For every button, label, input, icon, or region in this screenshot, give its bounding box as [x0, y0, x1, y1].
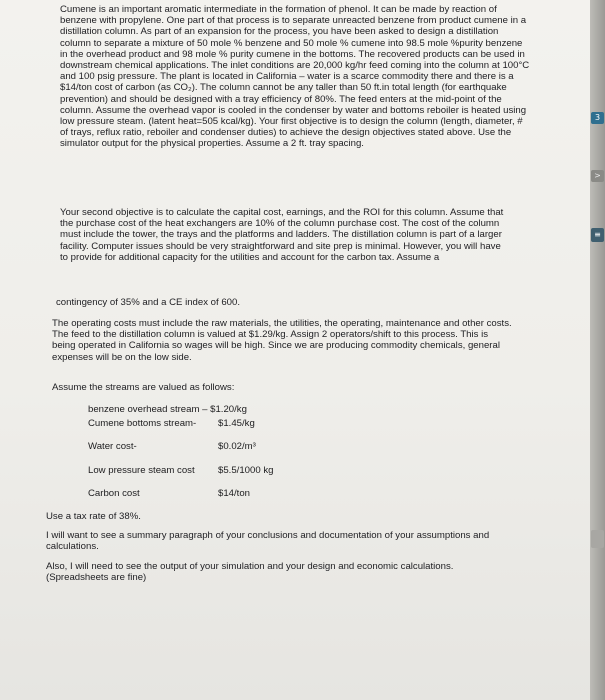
- side-handle[interactable]: [591, 530, 604, 548]
- paragraph-operating-costs: The operating costs must include the raw materials, the utilities, the operating, maintenance and other costs. The feed to the distillation column is valued at $1.29/kg. Assign 2 operators/shift to this process. This is being operated in California so wages will be high. Since we are producing commodity chemicals, general expenses will be on the low side.: [52, 318, 512, 363]
- stream-value-steam: $5.5/1000 kg: [218, 465, 274, 476]
- paragraph-contingency: contingency of 35% and a CE index of 600.: [56, 297, 241, 308]
- stream-label-steam: Low pressure steam cost: [88, 465, 195, 476]
- side-panel: [590, 0, 605, 700]
- chevron-right-icon[interactable]: >: [591, 170, 604, 182]
- stream-value-carbon: $14/ton: [218, 488, 251, 499]
- stream-value-cumene: $1.45/kg: [218, 418, 255, 429]
- document-icon[interactable]: ≡: [591, 228, 604, 242]
- stream-value-water: $0.02/m³: [218, 441, 256, 452]
- paragraph-stream-values-intro: Assume the streams are valued as follows:: [52, 382, 235, 393]
- paragraph-problem-statement: Cumene is an important aromatic intermediate in the formation of phenol. It can be made by reaction of benzene with propylene. One part of that process is to separate unreacted benzene from product cumene in a distillation column. As part of an expansion for the process, you have been asked to design a distillation column to separate a mixture of 50 mole % benzene and 50 mole % cumene into 98.5 mole %purity benzene in the overhead product and 98 mole % purity cumene in the bottoms. The recovered products can be used in downstream chemical applications. The inlet conditions are 20,000 kg/hr feed coming into the column at 100°C and 100 psig pressure. The plant is located in California – water is a scarce commodity there and there is a $14/ton cost of carbon (as CO₂). The column cannot be any taller than 50 ft.in total length (for earthquake prevention) and should be designed with a tray efficiency of 80%. The feed enters at the mid-point of the column. Assume the overhead vapor is cooled in the condenser by water and bottoms reboiler is heated using low pressure steam. (latent heat=505 kcal/kg). Your first objective is to design the column (length, diameter, # of trays, reflux ratio, reboiler and condenser duties) to achieve the design objectives stated above. Use the simulator output for the physical properties. Assume a 2 ft. tray spacing.: [60, 4, 530, 150]
- stream-label-cumene: Cumene bottoms stream-: [88, 418, 197, 429]
- paragraph-tax-rate: Use a tax rate of 38%.: [46, 511, 141, 522]
- paragraph-output-request: Also, I will need to see the output of your simulation and your design and economic calculations. (Spreadsheets are fine): [46, 561, 454, 584]
- paragraph-second-objective: Your second objective is to calculate the capital cost, earnings, and the ROI for this column. Assume that the purchase cost of the heat exchangers are 10% of the column purchase cost. The cost of the column must include the tower, the trays and the platforms and ladders. The distillation column is part of a larger facility. Computer issues should be very straightforward and site prep is minimal. However, you will have to provide for additional capacity for the utilities and account for the carbon tax. Assume a: [60, 207, 504, 263]
- stream-label-carbon: Carbon cost: [88, 488, 140, 499]
- stream-label-water: Water cost-: [88, 441, 137, 452]
- stream-label-benzene: benzene overhead stream – $1.20/kg: [88, 404, 247, 415]
- page-number-tab[interactable]: 3: [591, 112, 604, 124]
- paragraph-summary-request: I will want to see a summary paragraph of your conclusions and documentation of your assumptions and calculations.: [46, 530, 490, 553]
